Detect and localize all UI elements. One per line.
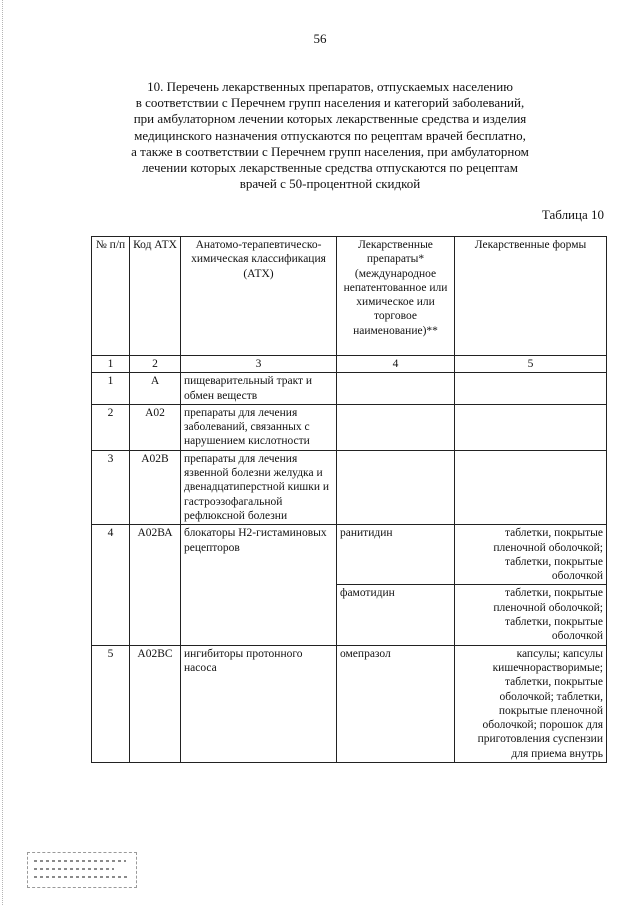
column-number: 3 bbox=[181, 356, 337, 373]
title-line: в соответствии с Перечнем групп населения и категорий заболеваний, bbox=[135, 95, 525, 111]
column-number-row bbox=[92, 356, 607, 373]
title-line: 10. Перечень лекарственных препаратов, отпускаемых населению bbox=[147, 79, 513, 94]
page-number: 56 bbox=[313, 31, 327, 46]
atc-classification: препараты для лечения заболеваний, связанных с нарушением кислотности bbox=[181, 404, 337, 450]
title-line: лечении которых лекарственные средства отпускаются по рецептам bbox=[142, 160, 518, 176]
atc-code: А bbox=[130, 373, 181, 405]
dosage-form: капсулы; капсулы кишечнорастворимые; таблетки, покрытые оболочкой; таблетки, покрытые пленочной оболочкой; порошок для приготовления суспензии для приема внутрь bbox=[455, 645, 607, 762]
atc-code: А02ВА bbox=[130, 525, 181, 645]
dosage-form bbox=[455, 450, 607, 524]
row-number: 1 bbox=[92, 373, 130, 405]
drug-name bbox=[337, 450, 455, 524]
document-title bbox=[110, 79, 550, 192]
atc-classification: блокаторы Н2-гистаминовых рецепторов bbox=[181, 525, 337, 645]
table-row bbox=[92, 450, 607, 524]
column-number: 5 bbox=[455, 356, 607, 373]
header-atc-code: Код АТХ bbox=[130, 237, 181, 356]
scan-edge-marks bbox=[2, 0, 5, 905]
title-line: медицинского назначения отпускаются по рецептам врачей бесплатно, bbox=[134, 127, 526, 143]
table-row bbox=[92, 404, 607, 450]
dosage-form bbox=[455, 373, 607, 405]
atc-code: А02ВС bbox=[130, 645, 181, 762]
header-atc-classification: Анатомо-терапевтическо-химическая классификация (АТХ) bbox=[181, 237, 337, 356]
table-header-row bbox=[92, 237, 607, 356]
table-row bbox=[92, 373, 607, 405]
header-number: № п/п bbox=[92, 237, 130, 356]
header-drugs: Лекарственные препараты* (международное непатентованное или химическое или торговое наименование)** bbox=[337, 237, 455, 356]
column-number: 1 bbox=[92, 356, 130, 373]
column-number: 2 bbox=[130, 356, 181, 373]
title-line: при амбулаторном лечении которых лекарственные средства и изделия bbox=[133, 111, 527, 127]
dosage-form: таблетки, покрытые пленочной оболочкой; таблетки, покрытые оболочкой bbox=[455, 525, 607, 585]
drug-name: фамотидин bbox=[337, 585, 455, 645]
row-number: 2 bbox=[92, 404, 130, 450]
table-row bbox=[92, 525, 607, 585]
atc-code: А02 bbox=[130, 404, 181, 450]
dosage-form bbox=[455, 404, 607, 450]
header-dosage-forms: Лекарственные формы bbox=[455, 237, 607, 356]
stamp-mark bbox=[34, 868, 114, 870]
table-row bbox=[92, 645, 607, 762]
registration-stamp bbox=[27, 852, 137, 888]
stamp-mark bbox=[34, 860, 126, 862]
atc-classification: пищеварительный тракт и обмен веществ bbox=[181, 373, 337, 405]
dosage-form: таблетки, покрытые пленочной оболочкой; таблетки, покрытые оболочкой bbox=[455, 585, 607, 645]
column-number: 4 bbox=[337, 356, 455, 373]
stamp-mark bbox=[34, 876, 130, 878]
drug-name: омепразол bbox=[337, 645, 455, 762]
title-line: а также в соответствии с Перечнем групп населения, при амбулаторном bbox=[131, 143, 529, 159]
drug-list-table bbox=[91, 236, 607, 763]
atc-code: А02В bbox=[130, 450, 181, 524]
drug-name bbox=[337, 373, 455, 405]
row-number: 4 bbox=[92, 525, 130, 645]
drug-name bbox=[337, 404, 455, 450]
atc-classification: ингибиторы протонного насоса bbox=[181, 645, 337, 762]
drug-name: ранитидин bbox=[337, 525, 455, 585]
row-number: 3 bbox=[92, 450, 130, 524]
atc-classification: препараты для лечения язвенной болезни желудка и двенадцатиперстной кишки и гастроэзофагальной рефлюксной болезни bbox=[181, 450, 337, 524]
table-caption: Таблица 10 bbox=[541, 207, 604, 222]
title-line: врачей с 50-процентной скидкой bbox=[239, 176, 421, 192]
row-number: 5 bbox=[92, 645, 130, 762]
